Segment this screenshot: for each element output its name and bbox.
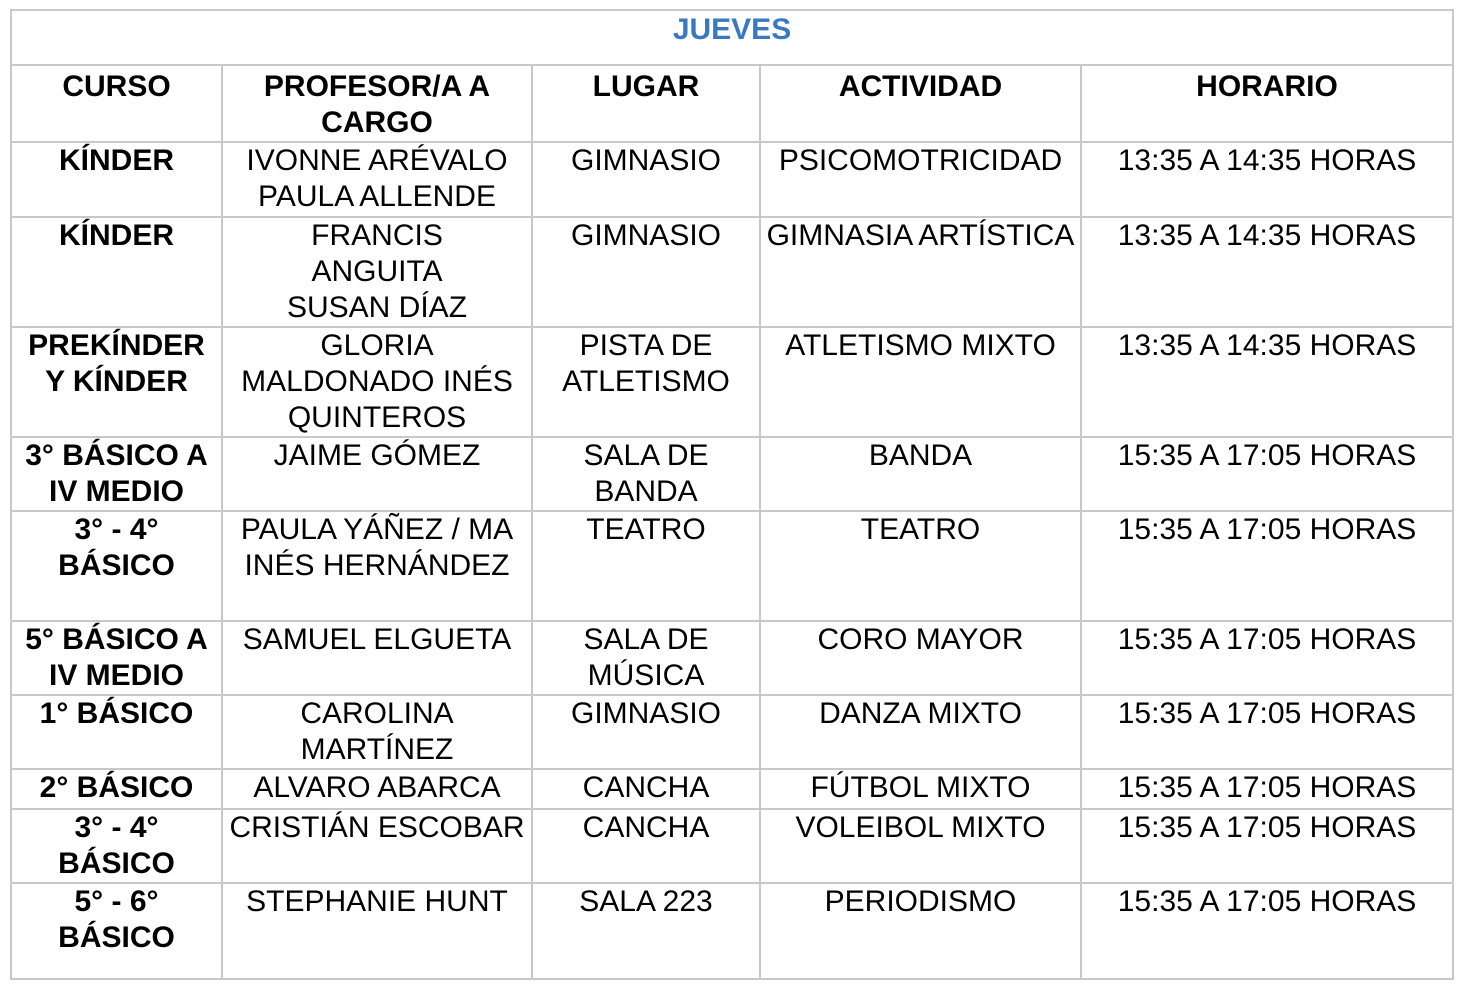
horario-cell: 15:35 A 17:05 HORAS bbox=[1081, 437, 1453, 511]
lugar-cell: TEATRO bbox=[532, 511, 760, 621]
profesor-cell: ALVARO ABARCA bbox=[222, 769, 532, 809]
table-row bbox=[11, 809, 1453, 883]
header-profesor: PROFESOR/A A CARGO bbox=[222, 65, 532, 142]
table-row bbox=[11, 217, 1453, 327]
curso-cell: 2° BÁSICO bbox=[11, 769, 222, 809]
profesor-cell: GLORIA MALDONADO INÉS QUINTEROS bbox=[222, 327, 532, 437]
curso-cell: 5° BÁSICO A IV MEDIO bbox=[11, 621, 222, 695]
actividad-cell: ATLETISMO MIXTO bbox=[760, 327, 1081, 437]
lugar-cell: SALA 223 bbox=[532, 883, 760, 979]
header-actividad: ACTIVIDAD bbox=[760, 65, 1081, 142]
table-row bbox=[11, 511, 1453, 621]
profesor-cell: IVONNE ARÉVALO PAULA ALLENDE bbox=[222, 142, 532, 217]
profesor-cell: JAIME GÓMEZ bbox=[222, 437, 532, 511]
curso-cell: 3° - 4° BÁSICO bbox=[11, 511, 222, 621]
curso-cell: 1° BÁSICO bbox=[11, 695, 222, 769]
schedule-table bbox=[10, 9, 1454, 980]
table-row bbox=[11, 142, 1453, 217]
actividad-cell: PERIODISMO bbox=[760, 883, 1081, 979]
curso-cell: PREKÍNDER Y KÍNDER bbox=[11, 327, 222, 437]
curso-cell: 3° BÁSICO A IV MEDIO bbox=[11, 437, 222, 511]
profesor-cell: CRISTIÁN ESCOBAR bbox=[222, 809, 532, 883]
table-row bbox=[11, 769, 1453, 809]
header-horario: HORARIO bbox=[1081, 65, 1453, 142]
actividad-cell: TEATRO bbox=[760, 511, 1081, 621]
actividad-cell: PSICOMOTRICIDAD bbox=[760, 142, 1081, 217]
lugar-cell: PISTA DE ATLETISMO bbox=[532, 327, 760, 437]
lugar-cell: CANCHA bbox=[532, 769, 760, 809]
horario-cell: 13:35 A 14:35 HORAS bbox=[1081, 142, 1453, 217]
curso-cell: KÍNDER bbox=[11, 217, 222, 327]
lugar-cell: GIMNASIO bbox=[532, 695, 760, 769]
title-row bbox=[11, 10, 1453, 65]
table-row bbox=[11, 621, 1453, 695]
actividad-cell: VOLEIBOL MIXTO bbox=[760, 809, 1081, 883]
header-lugar: LUGAR bbox=[532, 65, 760, 142]
profesor-cell: SAMUEL ELGUETA bbox=[222, 621, 532, 695]
profesor-cell: STEPHANIE HUNT bbox=[222, 883, 532, 979]
table-row bbox=[11, 883, 1453, 979]
profesor-cell: CAROLINA MARTÍNEZ bbox=[222, 695, 532, 769]
table-row bbox=[11, 695, 1453, 769]
lugar-cell: GIMNASIO bbox=[532, 217, 760, 327]
horario-cell: 13:35 A 14:35 HORAS bbox=[1081, 217, 1453, 327]
lugar-cell: CANCHA bbox=[532, 809, 760, 883]
actividad-cell: CORO MAYOR bbox=[760, 621, 1081, 695]
table-row bbox=[11, 327, 1453, 437]
actividad-cell: GIMNASIA ARTÍSTICA bbox=[760, 217, 1081, 327]
actividad-cell: DANZA MIXTO bbox=[760, 695, 1081, 769]
horario-cell: 15:35 A 17:05 HORAS bbox=[1081, 695, 1453, 769]
profesor-cell: FRANCIS ANGUITA SUSAN DÍAZ bbox=[222, 217, 532, 327]
horario-cell: 15:35 A 17:05 HORAS bbox=[1081, 809, 1453, 883]
horario-cell: 13:35 A 14:35 HORAS bbox=[1081, 327, 1453, 437]
horario-cell: 15:35 A 17:05 HORAS bbox=[1081, 621, 1453, 695]
horario-cell: 15:35 A 17:05 HORAS bbox=[1081, 883, 1453, 979]
horario-cell: 15:35 A 17:05 HORAS bbox=[1081, 511, 1453, 621]
horario-cell: 15:35 A 17:05 HORAS bbox=[1081, 769, 1453, 809]
header-curso: CURSO bbox=[11, 65, 222, 142]
curso-cell: 3° - 4° BÁSICO bbox=[11, 809, 222, 883]
lugar-cell: GIMNASIO bbox=[532, 142, 760, 217]
lugar-cell: SALA DE MÚSICA bbox=[532, 621, 760, 695]
lugar-cell: SALA DE BANDA bbox=[532, 437, 760, 511]
day-title: JUEVES bbox=[11, 10, 1453, 65]
actividad-cell: BANDA bbox=[760, 437, 1081, 511]
profesor-cell: PAULA YÁÑEZ / MA INÉS HERNÁNDEZ bbox=[222, 511, 532, 621]
actividad-cell: FÚTBOL MIXTO bbox=[760, 769, 1081, 809]
header-row bbox=[11, 65, 1453, 142]
curso-cell: KÍNDER bbox=[11, 142, 222, 217]
curso-cell: 5° - 6° BÁSICO bbox=[11, 883, 222, 979]
table-row bbox=[11, 437, 1453, 511]
